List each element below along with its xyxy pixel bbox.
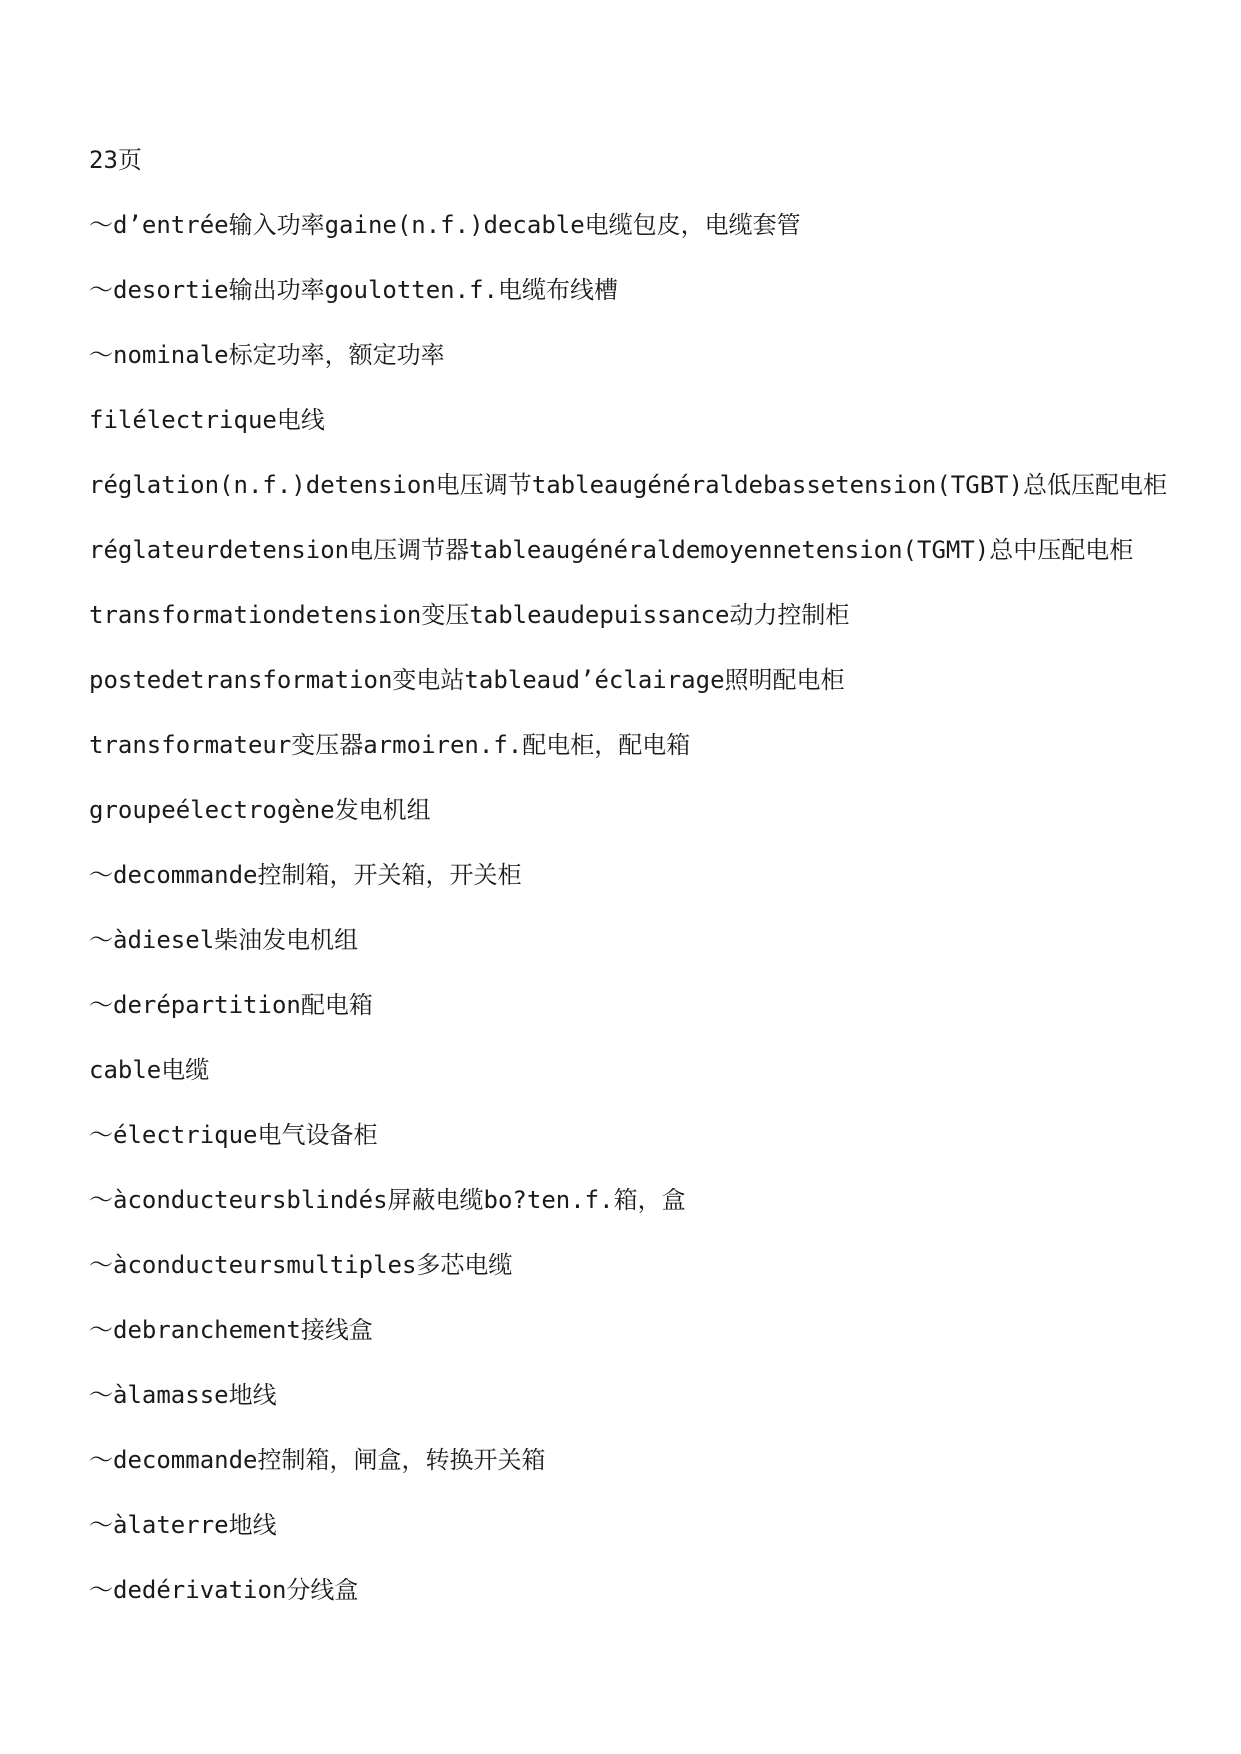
glossary-entry: ～àconducteursmultiples多芯电缆 [89,1251,513,1279]
glossary-entry: ～desortie输出功率goulotten.f.电缆布线槽 [89,276,618,304]
glossary-entry: ～àconducteursblindés屏蔽电缆bo?ten.f.箱，盒 [89,1186,686,1214]
page-label: 23页 [89,146,142,174]
glossary-entry: ～électrique电气设备柜 [89,1121,378,1149]
glossary-list [89,138,1199,1633]
glossary-entry: ～dedérivation分线盒 [89,1576,359,1604]
glossary-entry: cable电缆 [89,1056,210,1084]
glossary-entry: ～àlamasse地线 [89,1381,277,1409]
glossary-entry: postedetransformation变电站tableaud’éclairage照明配电柜 [89,666,845,694]
glossary-entry: ～decommande控制箱，开关箱，开关柜 [89,861,522,889]
glossary-entry: groupeélectrogène发电机组 [89,796,431,824]
glossary-entry: ～debranchement接线盒 [89,1316,373,1344]
glossary-entry: transformationdetension变压tableaudepuissance动力控制柜 [89,601,850,629]
glossary-entry: ～àlaterre地线 [89,1511,277,1539]
glossary-entry: réglation(n.f.)detension电压调节tableaugénéraldebassetension(TGBT)总低压配电柜 [89,471,1168,499]
glossary-entry: ～d’entrée输入功率gaine(n.f.)decable电缆包皮，电缆套管 [89,211,801,239]
glossary-entry: ～derépartition配电箱 [89,991,373,1019]
glossary-entry: ～àdiesel柴油发电机组 [89,926,359,954]
glossary-entry: transformateur变压器armoiren.f.配电柜，配电箱 [89,731,691,759]
glossary-entry: filélectrique电线 [89,406,325,434]
glossary-entry: réglateurdetension电压调节器tableaugénéraldemoyennetension(TGMT)总中压配电柜 [89,536,1134,564]
glossary-entry: ～decommande控制箱，闸盒，转换开关箱 [89,1446,546,1474]
glossary-entry: ～nominale标定功率，额定功率 [89,341,445,369]
